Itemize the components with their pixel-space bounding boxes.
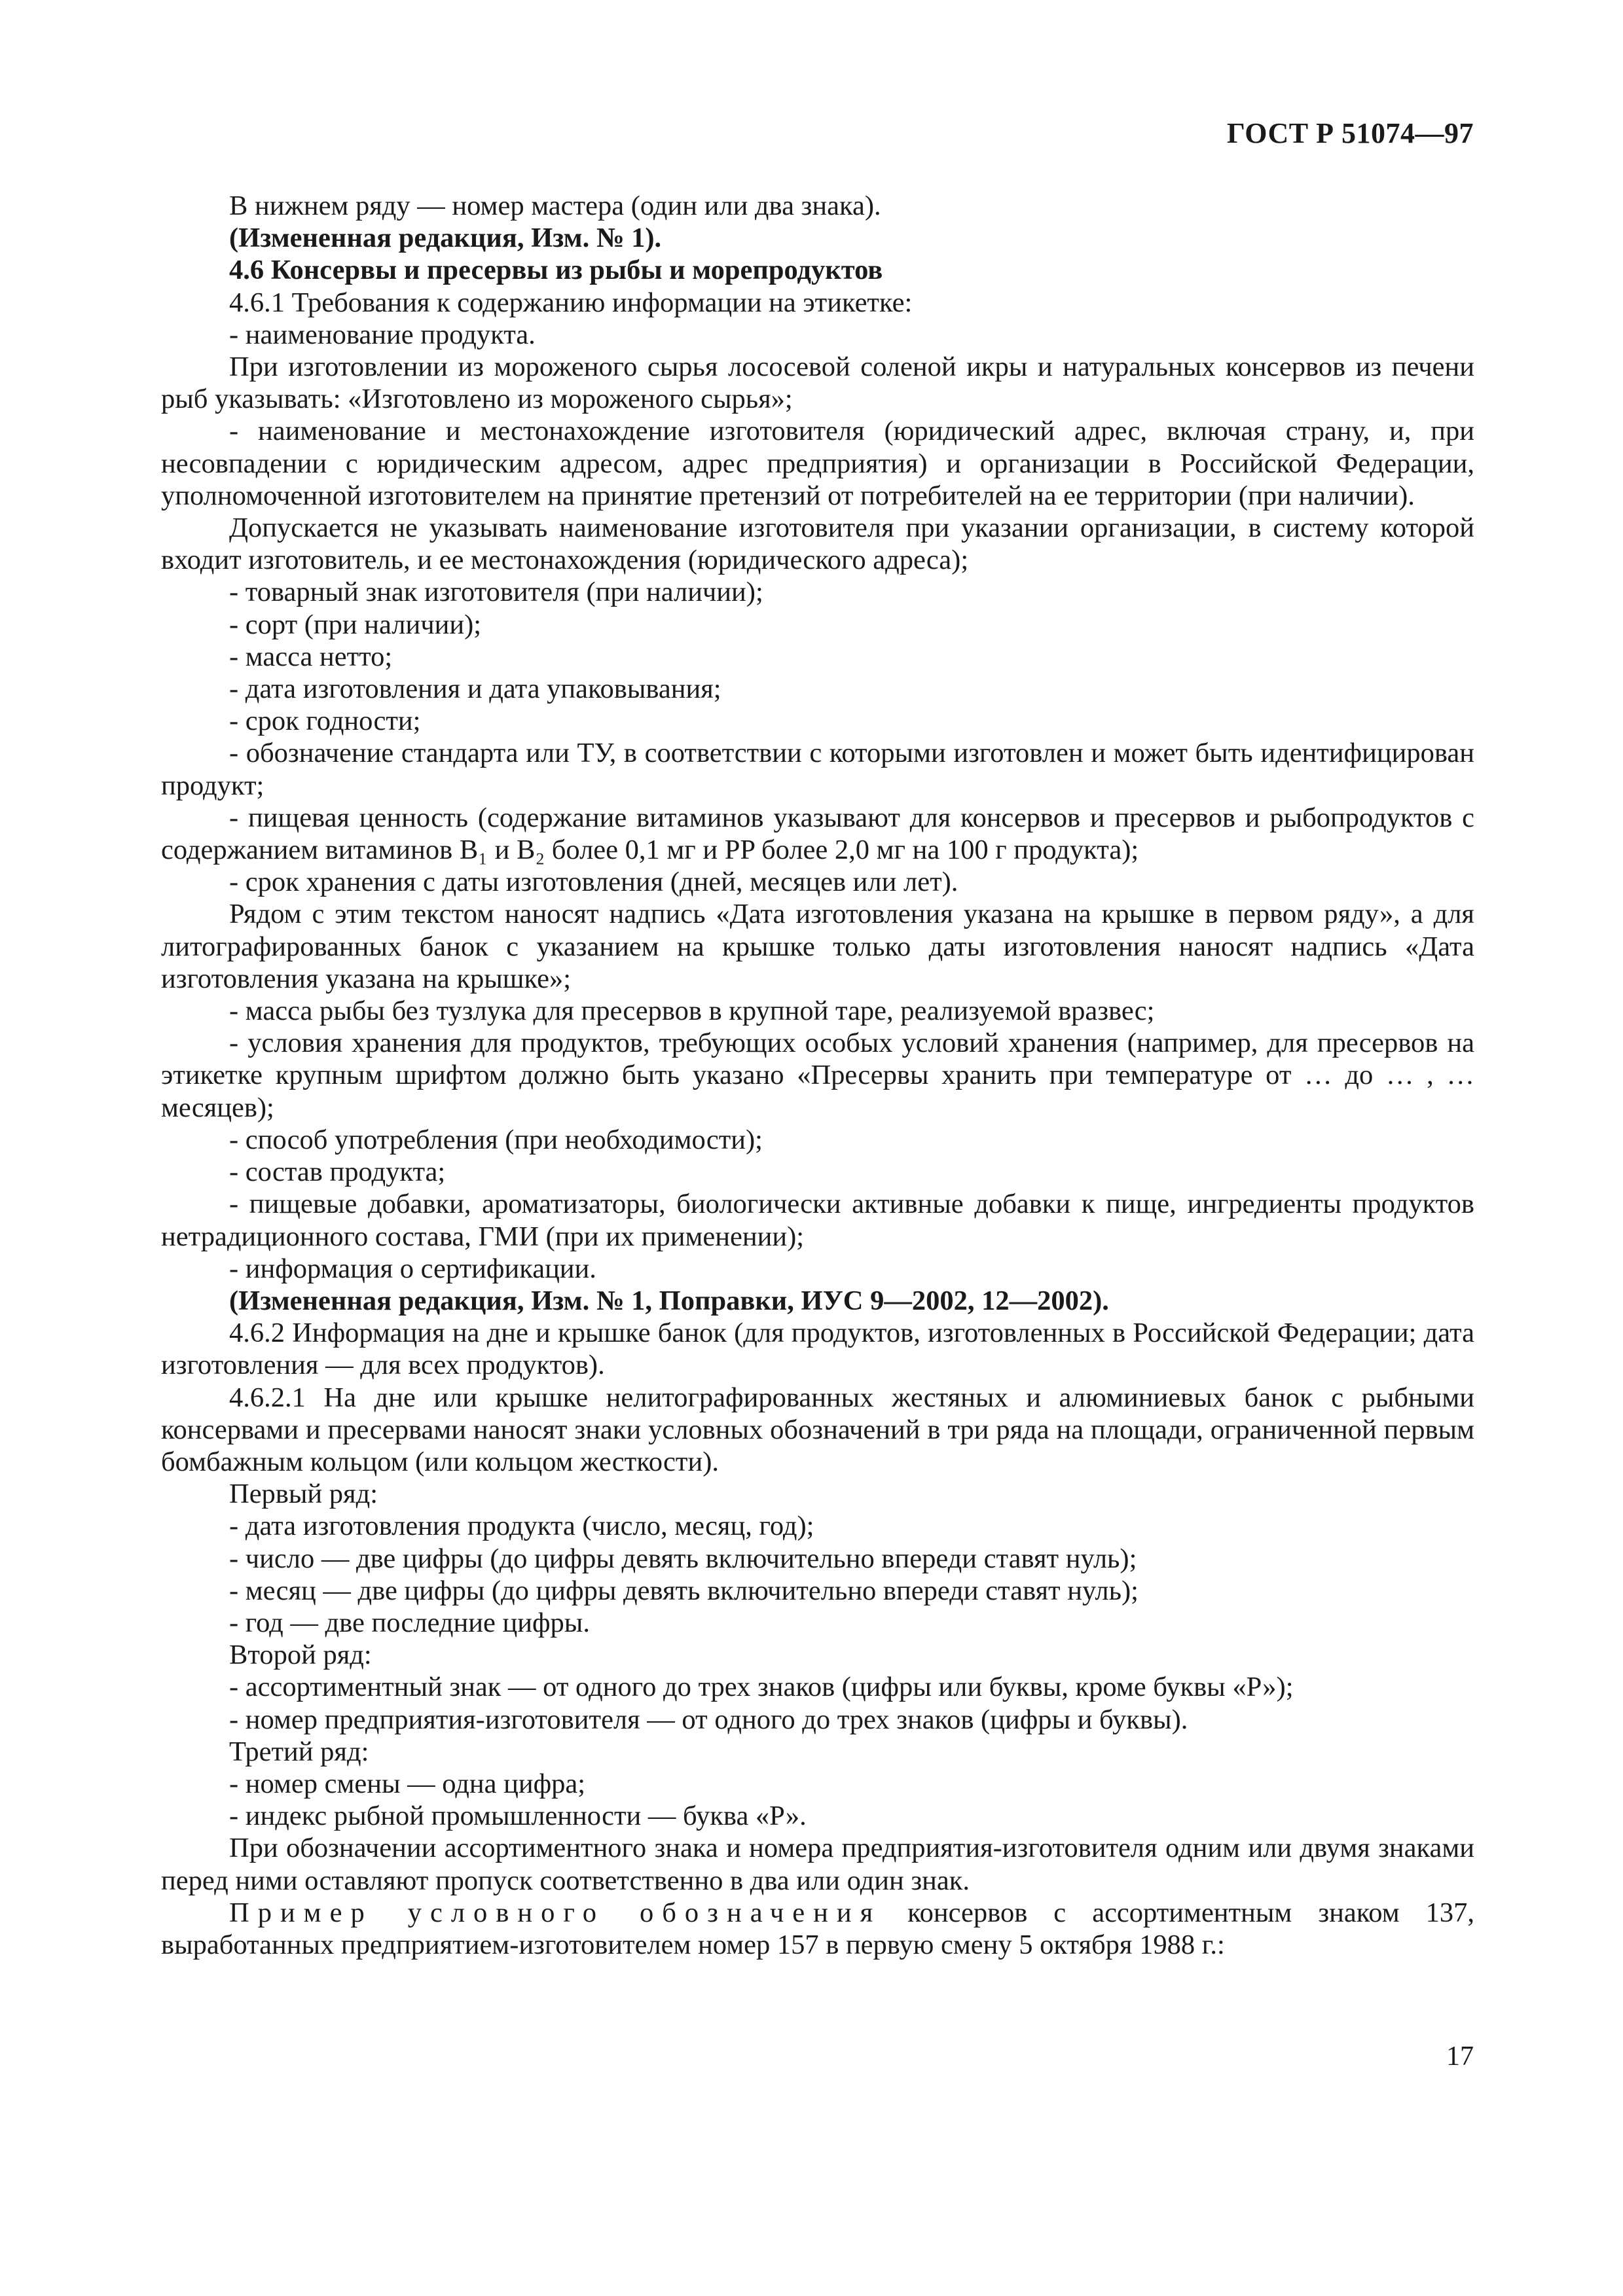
bold-paragraph: (Измененная редакция, Изм. № 1). xyxy=(229,223,662,254)
example-text: консервов с ассортиментным знаком 137, выработанных предприятием-изготовителем номер 157 в первую смену 5 октября 1988 г.: xyxy=(161,1897,1475,1960)
list-item: - срок хранения с даты изготовления (дней, месяцев или лет). xyxy=(229,867,958,898)
list-item: - состав продукта; xyxy=(229,1157,446,1188)
list-item: - номер предприятия-изготовителя — от одного до трех знаков (цифры и буквы). xyxy=(229,1704,1188,1735)
page-number: 17 xyxy=(1446,2041,1474,2072)
paragraph: Второй ряд: xyxy=(229,1640,372,1671)
list-item: - номер смены — одна цифра; xyxy=(229,1768,586,1799)
list-item: - информация о сертификации. xyxy=(229,1253,596,1284)
list-item: - наименование и местонахождение изготовителя (юридический адрес, включая страну, и, при несовпадении с юридическим адресом, адрес предприятия) и организации в Российской Федерации, уполномоченной изготовителем на принятие претензий от потребителей на ее территории (при наличии). xyxy=(161,416,1474,511)
list-item: - месяц — две цифры (до цифры девять включительно впереди ставят нуль); xyxy=(229,1575,1139,1606)
list-item: - наименование продукта. xyxy=(229,319,536,350)
example-label: Пример условного обозначения xyxy=(229,1897,882,1928)
paragraph: Первый ряд: xyxy=(229,1479,378,1510)
list-item: - обозначение стандарта или ТУ, в соответствии с которыми изготовлен и может быть идентифицирован продукт; xyxy=(161,738,1474,801)
list-item: - сорт (при наличии); xyxy=(229,609,482,640)
paragraph: При обозначении ассортиментного знака и номера предприятия-изготовителя одним или двумя знаками перед ними оставляют пропуск соответственно в два или один знак. xyxy=(161,1833,1474,1896)
list-item: - способ употребления (при необходимости); xyxy=(229,1124,763,1155)
list-item: - условия хранения для продуктов, требующих особых условий хранения (например, для пресервов на этикетке крупным шрифтом должно быть указано «Пресервы хранить при температуре от … до … , … месяцев); xyxy=(161,1028,1474,1123)
bold-paragraph: (Измененная редакция, Изм. № 1, Поправки, ИУС 9—2002, 12—2002). xyxy=(229,1285,1109,1316)
list-item: - дата изготовления продукта (число, месяц, год); xyxy=(229,1511,814,1542)
paragraph: Рядом с этим текстом наносят надпись «Дата изготовления указана на крышке в первом ряду», а для литографированных банок с указанием на крышке только даты изготовления наносят надпись «Дата изготовления указана на крышке»; xyxy=(161,899,1474,994)
paragraph: Третий ряд: xyxy=(229,1736,369,1767)
list-item: - ассортиментный знак — от одного до трех знаков (цифры или буквы, кроме буквы «Р»); xyxy=(229,1672,1294,1703)
paragraph: 4.6.1 Требования к содержанию информации на этикетке: xyxy=(229,287,913,318)
document-body xyxy=(161,190,1474,1961)
paragraph: 4.6.2.1 На дне или крышке нелитографированных жестяных и алюминиевых банок с рыбными консервами и пресервами наносят знаки условных обозначений в три ряда на площади, ограниченной первым бомбажным кольцом (или кольцом жесткости). xyxy=(161,1382,1474,1477)
list-item: - число — две цифры (до цифры девять включительно впереди ставят нуль); xyxy=(229,1543,1137,1574)
paragraph: При изготовлении из мороженого сырья лососевой соленой икры и натуральных консервов из печени рыб указывать: «Изготовлено из мороженого сырья»; xyxy=(161,351,1474,415)
page-header-standard: ГОСТ Р 51074—97 xyxy=(1226,117,1474,149)
list-item: - товарный знак изготовителя (при наличии); xyxy=(229,577,763,608)
list-item: - дата изготовления и дата упаковывания; xyxy=(229,673,721,705)
bold-paragraph: 4.6 Консервы и пресервы из рыбы и морепродуктов xyxy=(229,255,883,286)
example-paragraph xyxy=(161,1897,1474,1961)
list-item: - пищевые добавки, ароматизаторы, биологически активные добавки к пище, ингредиенты продуктов нетрадиционного состава, ГМИ (при их применении); xyxy=(161,1189,1474,1252)
paragraph: Допускается не указывать наименование изготовителя при указании организации, в систему которой входит изготовитель, и ее местонахождения (юридического адреса); xyxy=(161,512,1474,576)
paragraph: В нижнем ряду — номер мастера (один или два знака). xyxy=(229,190,881,221)
list-item: - срок годности; xyxy=(229,706,421,737)
list-item: - пищевая ценность (содержание витаминов указывают для консервов и пресервов и рыбопродуктов с содержанием витаминов B₁ и B₂ более 0,1 мг и PP более 2,0 мг на 100 г продукта); xyxy=(161,802,1474,866)
list-item: - масса рыбы без тузлука для пресервов в крупной таре, реализуемой вразвес; xyxy=(229,996,1155,1027)
list-item: - индекс рыбной промышленности — буква «Р». xyxy=(229,1801,807,1832)
list-item: - масса нетто; xyxy=(229,641,393,672)
paragraph: 4.6.2 Информация на дне и крышке банок (для продуктов, изготовленных в Российской Федерации; дата изготовления — для всех продуктов). xyxy=(161,1318,1474,1381)
list-item: - год — две последние цифры. xyxy=(229,1607,590,1638)
